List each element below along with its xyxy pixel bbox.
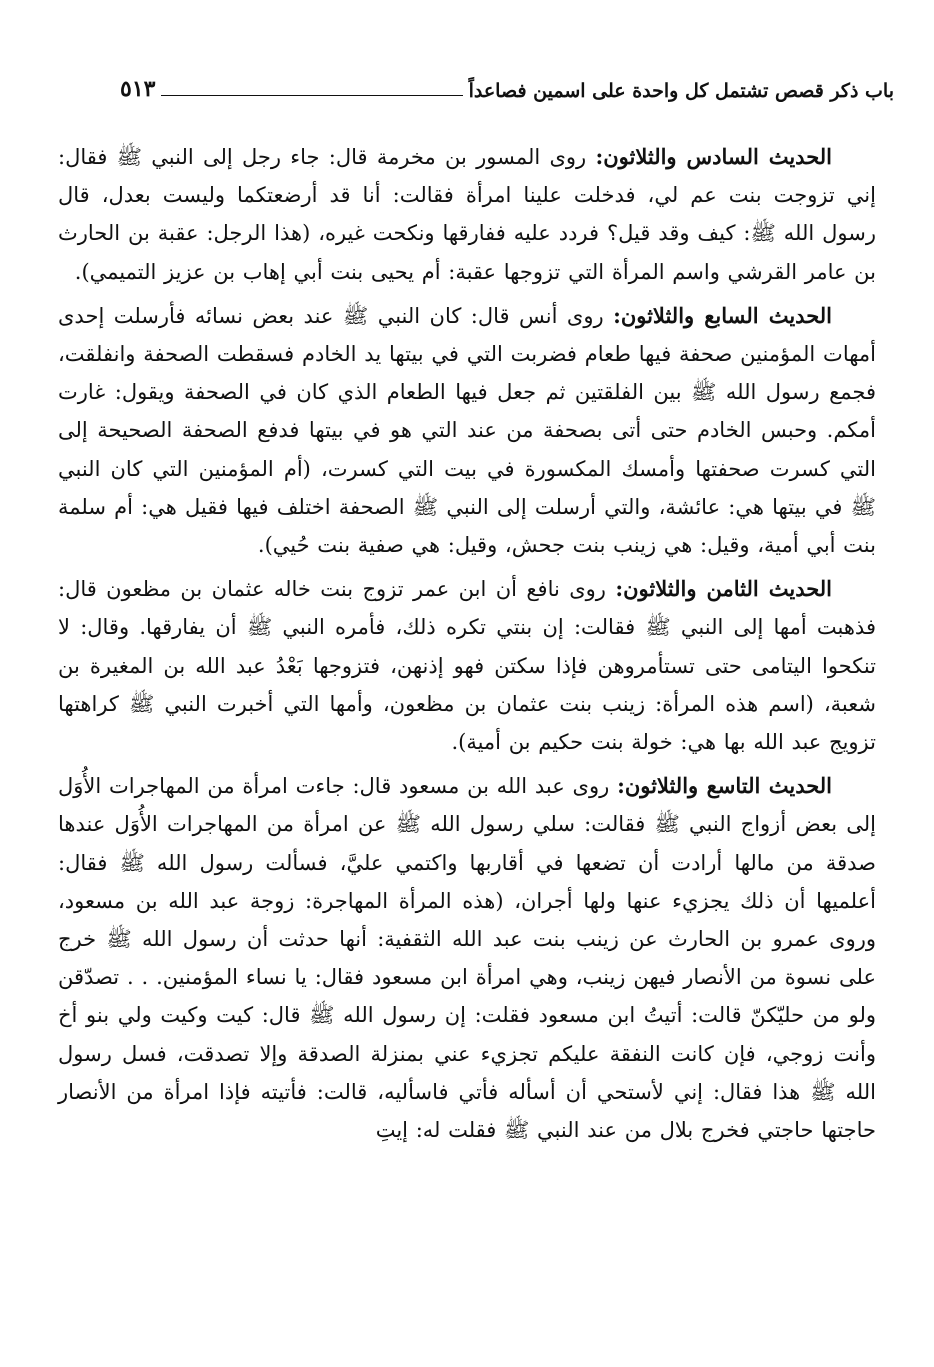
hadith-39-heading: الحديث التاسع والثلاثون: [617,773,833,799]
hadith-38-text: روى نافع أن ابن عمر تزوج بنت خاله عثمان بن مظعون قال: فذهبت أمها إلى النبي ﷺ فقالت: إن بنتي تكره ذلك، فأمره النبي ﷺ أن يفارقها. وقال: لا تنكحوا اليتامى حتى تستأمروهن فإذا سكتن فهو إذنهن، فتزوجها بَعْدُ عبد الله بن المغيرة بن شعبة، (اسم هذه المرأة: زينب بنت عثمان بن مظعون، وأمها التي أخبرت النبي ﷺ كراهتها تزويج عبد الله بها هي: خولة بنت حكيم بن أمية). [58,577,876,755]
page-body [58,138,876,1155]
header-rule [161,95,462,96]
hadith-37-text: روى أنس قال: كان النبي ﷺ عند بعض نسائه فأرسلت إحدى أمهات المؤمنين صحفة فيها طعام فضربت التي في بيتها يد الخادم فسقطت الصحفة وانفلقت، فجمع رسول الله ﷺ بين الفلقتين ثم جعل فيها الطعام الذي كان في الصحفة ويقول: غارت أمكم. وحبس الخادم حتى أتى بصحفة من عند التي هو في بيتها فدفع الصحفة الصحيحة إلى التي كسرت صحفتها وأمسك المكسورة في بيت التي كسرت، (أم المؤمنين التي كان النبي ﷺ في بيتها هي: عائشة، والتي أرسلت إلى النبي ﷺ الصحفة اختلف فيها فقيل هي: أم سلمة بنت أبي أمية، وقيل: هي زينب بنت جحش، وقيل: هي صفية بنت حُيي). [58,303,876,558]
hadith-36-heading: الحديث السادس والثلاثون: [595,144,832,169]
page-header [120,58,894,102]
page-number: ٥١٣ [120,76,156,102]
hadith-36-text: روى المسور بن مخرمة قال: جاء رجل إلى النبي ﷺ فقال: إني تزوجت بنت عم لي، فدخلت علينا امرأة فقالت: أنا قد أرضعتكما وليست بعدل، قال رسول الله ﷺ: كيف وقد قيل؟ فردد عليه ففارقها ونكحت غيره، (هذا الرجل: عقبة بن الحارث بن عامر القرشي واسم المرأة التي تزوجها عقبة: أم يحيى بنت أبي إهاب بن عزيز التميمي). [58,145,877,284]
hadith-38-paragraph [58,570,876,761]
hadith-39-paragraph [58,767,876,1149]
hadith-37-paragraph [58,297,876,564]
hadith-37-heading: الحديث السابع والثلاثون: [613,302,832,328]
hadith-39-text: روى عبد الله بن مسعود قال: جاءت امرأة من المهاجرات الأُوَل إلى بعض أزواج النبي ﷺ فقالت: سلي رسول الله ﷺ عن امرأة من المهاجرات الأُوَل عندها صدقة من مالها أرادت أن تضعها في أقاربها واكتمي عليَّ، فسألت رسول الله ﷺ فقال: أعلميها أن ذلك يجزيء عنها ولها أجران، (هذه المرأة المهاجرة: زوجة عبد الله بن مسعود، وروى عمرو بن الحارث عن زينب بنت عبد الله الثقفية: أنها حدثت أن رسول الله ﷺ خرج على نسوة من الأنصار فيهن زينب، وهي امرأة ابن مسعود فقال: يا نساء المؤمنين. . . تصدّقن ولو من حليّكنّ قالت: أتيتُ ابن مسعود فقلت: إن رسول الله ﷺ قال: كيت وكيت ولي بنو أخ وأنت زوجي، فإن كانت النفقة عليكم تجزيء عني بمنزلة الصدقة وإلا تصدقت، فسل رسول الله ﷺ هذا فقال: إني لأستحي أن أسأله فأتي فاسأليه، قالت: فأتيته فإذا امرأة من الأنصار حاجتها حاجتي فخرج بلال من عند النبي ﷺ فقلت له: إيتِ [58,774,876,1143]
running-title: باب ذكر قصص تشتمل كل واحدة على اسمين فصاعداً [468,80,894,102]
hadith-38-heading: الحديث الثامن والثلاثون: [615,576,833,602]
hadith-36-paragraph [58,138,876,291]
